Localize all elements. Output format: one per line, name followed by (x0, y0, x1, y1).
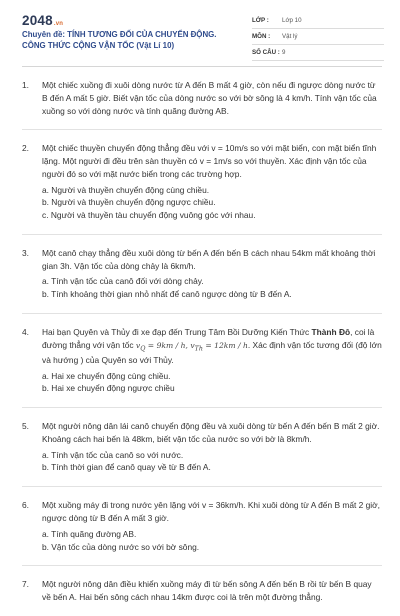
question-body (42, 326, 382, 395)
document-header (0, 0, 400, 66)
question-text: Một chiếc thuyền chuyển động thẳng đều với v = 10m/s so với mặt biển, con mặt biển tĩnh lặng. Một người đi đều trên sàn thuyền có v = 1m/s so với thuyền. Xác định vận tốc của người đó so với mặt nước biển trong các trường hợp. (42, 143, 377, 179)
question-number: 3. (22, 247, 29, 258)
question-text: Một chiếc xuồng đi xuôi dòng nước từ A đến B mất 4 giờ, còn nếu đi ngược dòng nước từ B đến A mất 5 giờ. Biết vận tốc của dòng nước so với bờ sông là 4 km/h. Tính vận tốc của xuồng so với dòng nước và tính quãng đường AB. (42, 80, 377, 116)
meta-row-subject (252, 29, 384, 45)
question-option: a. Tính vận tốc của canô so với nước. (42, 449, 184, 460)
question-3 (22, 247, 382, 301)
center-name: Thành Đô (311, 326, 351, 337)
math-expression: = 9km / h, (145, 340, 191, 350)
question-divider (22, 234, 382, 235)
question-5 (22, 420, 382, 474)
question-body (42, 247, 382, 301)
meta-table (252, 13, 384, 61)
math-symbol: v (190, 340, 195, 350)
meta-value: Vật lý (282, 32, 298, 40)
question-number: 6. (22, 500, 29, 511)
meta-row-class (252, 13, 384, 29)
meta-value: 9 (282, 48, 286, 56)
meta-key: LỚP : (252, 16, 269, 24)
question-divider (22, 407, 382, 408)
question-option: c. Người và thuyền tàu chuyển động vuông góc với nhau. (42, 210, 256, 221)
question-divider (22, 313, 382, 314)
question-text: Một người nông dân lái canô chuyển động đều và xuôi dòng từ bến A đến bến B mất 2 giờ. Khoảng cách hai bến là 48km, biết vận tốc của nước so với bờ là 8km/h. (42, 421, 380, 444)
question-number: 2. (22, 143, 29, 154)
question-text: Một xuồng máy đi trong nước yên lặng với v = 36km/h. Khi xuôi dòng từ A đến B mất 2 giờ, ngược dòng từ B đến A mất 3 giờ. (42, 500, 380, 523)
question-6 (22, 499, 382, 553)
question-option: a. Tính quãng đường AB. (42, 528, 137, 539)
question-body (42, 499, 382, 553)
question-text-part: Hai bạn Quyên và Thủy đi xe đạp đến Trung Tâm Bồi Dưỡng Kiến Thức (42, 326, 312, 337)
question-option: a. Tính vận tốc của canô đối với dòng chảy. (42, 276, 204, 287)
question-divider (22, 565, 382, 566)
question-text: Một người nông dân điều khiển xuồng máy đi từ bến sông A đến bến B rồi từ bến B quay về bến A. Hai bến sông cách nhau 14km được coi là trên một đường thẳng. (42, 579, 372, 603)
question-option: b. Tính khoảng thời gian nhỏ nhất để canô ngược dòng từ B đến A. (42, 289, 292, 300)
math-expression: = 12km / h (202, 340, 248, 350)
question-divider (22, 486, 382, 487)
brand-name: 2048 (22, 13, 53, 28)
meta-value: Lớp 10 (282, 16, 302, 24)
math-symbol: v (135, 340, 141, 350)
question-4 (22, 326, 382, 395)
header-divider (22, 66, 382, 67)
question-option: b. Người và thuyền chuyển động ngược chiều. (42, 197, 216, 208)
question-body (42, 79, 382, 117)
question-text: Một canô chạy thẳng đều xuôi dòng từ bến A đến bến B cách nhau 54km mất khoảng thời gian 3h. Vận tốc của dòng chảy là 6km/h. (42, 247, 376, 271)
question-number: 7. (22, 579, 29, 590)
question-option: a. Người và thuyền chuyển động cùng chiều. (42, 184, 210, 195)
topic-title: Chuyên đề: TÍNH TƯƠNG ĐỐI CỦA CHUYỂN ĐỘNG. CÔNG THỨC CỘNG VẬN TỐC (Vật Lí 10) (22, 30, 217, 50)
question-body (42, 420, 382, 474)
meta-row-count (252, 45, 384, 61)
question-option: a. Hai xe chuyển động cùng chiều. (42, 370, 171, 381)
question-number: 4. (22, 326, 29, 337)
velocity-formula-quyen (135, 340, 248, 353)
brand-tld: .vn (53, 21, 64, 27)
question-text-part: , coi là đường thẳng với vận tốc (42, 326, 375, 350)
question-body (42, 142, 382, 222)
question-option: b. Vận tốc của dòng nước so với bờ sông. (42, 541, 200, 552)
question-1 (22, 79, 382, 117)
question-number: 5. (22, 421, 29, 432)
meta-key: MÔN : (252, 32, 271, 40)
meta-key: SỐ CÂU : (252, 48, 280, 56)
brand-logo[interactable] (22, 11, 63, 32)
question-text (42, 326, 382, 367)
question-divider (22, 129, 382, 130)
math-subscript: Th (194, 345, 203, 353)
math-subscript: Q (140, 345, 146, 353)
question-option: b. Tính thời gian để canô quay về từ B đến A. (42, 462, 211, 473)
question-list (22, 79, 382, 616)
question-option: b. Hai xe chuyển động ngược chiều (42, 383, 175, 394)
question-2 (22, 142, 382, 222)
question-text-part: . Xác định vận tốc tương đối (độ lớn và hướng ) của Quyên so với Thủy. (42, 339, 382, 365)
question-number: 1. (22, 80, 29, 90)
